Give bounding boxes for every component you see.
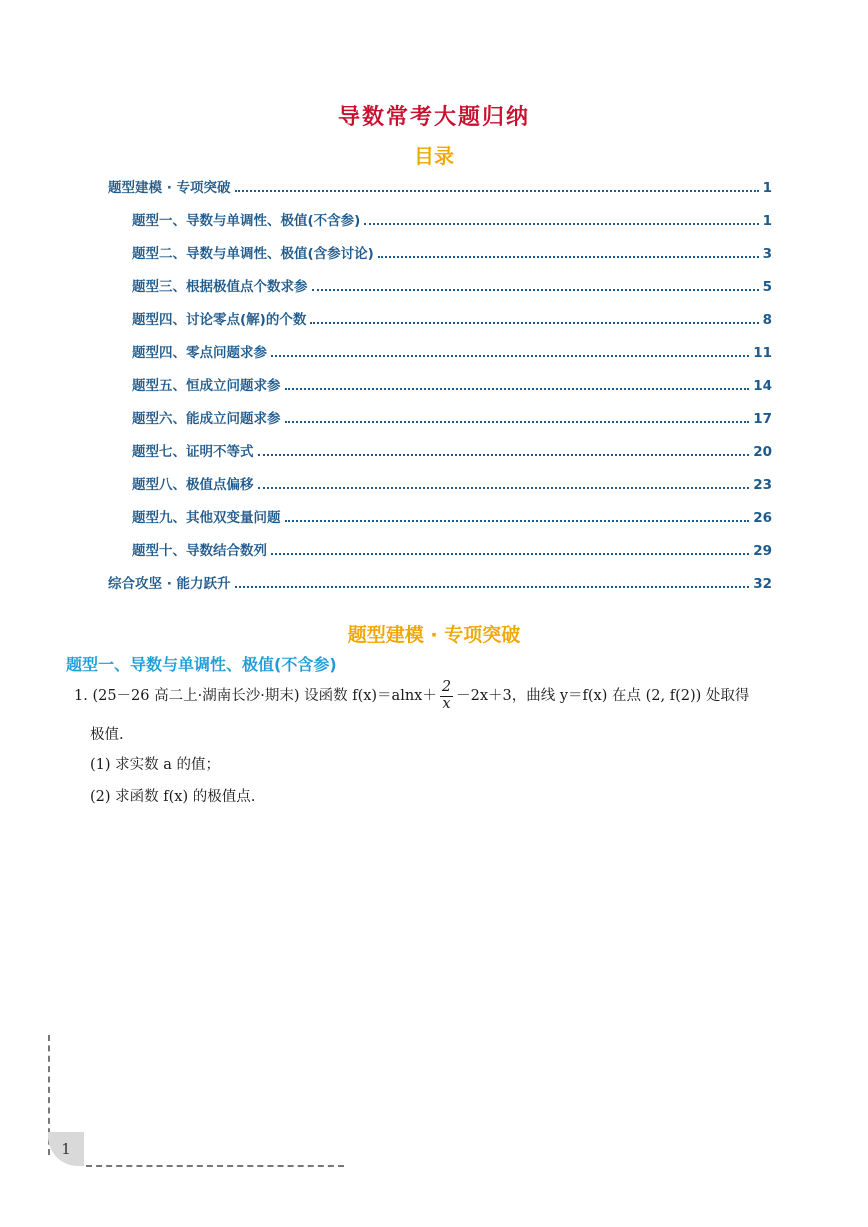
toc-leader-dots xyxy=(312,289,759,291)
toc-entry-page: 32 xyxy=(753,576,772,592)
toc-entry-page: 17 xyxy=(753,411,772,427)
toc-entry-label: 题型八、极值点偏移 xyxy=(132,477,254,493)
toc-entry-label: 题型二、导数与单调性、极值(含参讨论) xyxy=(132,246,374,262)
toc-entry-label: 题型建模 · 专项突破 xyxy=(108,180,231,196)
toc-entry-label: 综合攻坚 · 能力跃升 xyxy=(108,576,231,592)
toc-entry-label: 题型十、导数结合数列 xyxy=(132,543,267,559)
toc-leader-dots xyxy=(258,454,750,456)
problem-part-1: (1) 求实数 a 的值； xyxy=(90,757,221,773)
toc-entry-page: 14 xyxy=(753,378,772,394)
toc-entry[interactable] xyxy=(132,535,772,559)
toc-entry-label: 题型七、证明不等式 xyxy=(132,444,254,460)
toc-entry-label: 题型三、根据极值点个数求参 xyxy=(132,279,308,295)
toc-leader-dots xyxy=(378,256,759,258)
toc-entry[interactable] xyxy=(132,337,772,361)
toc-entry-page: 23 xyxy=(753,477,772,493)
problem-tail-text: －2x＋3，曲线 y＝f(x) 在点 (2, f(2)) 处取得 xyxy=(456,687,750,704)
fraction xyxy=(440,680,453,713)
toc-entry[interactable] xyxy=(132,271,772,295)
toc-heading: 目录 xyxy=(414,144,454,168)
toc-entry-page: 8 xyxy=(762,312,772,328)
toc-entry[interactable] xyxy=(132,370,772,394)
toc-entry-label: 题型五、恒成立问题求参 xyxy=(132,378,281,394)
toc-entry[interactable] xyxy=(132,304,772,328)
toc-leader-dots xyxy=(235,586,750,588)
toc-entry-label: 题型四、讨论零点(解)的个数 xyxy=(132,312,307,328)
toc-entry[interactable] xyxy=(108,568,772,592)
toc-entry-page: 29 xyxy=(753,543,772,559)
toc-leader-dots xyxy=(285,421,750,423)
toc-entry[interactable] xyxy=(132,469,772,493)
toc-entry-page: 1 xyxy=(762,180,772,196)
toc-entry-label: 题型六、能成立问题求参 xyxy=(132,411,281,427)
toc-leader-dots xyxy=(235,190,759,192)
toc-leader-dots xyxy=(285,520,750,522)
toc-entry-page: 20 xyxy=(753,444,772,460)
footer-dashed-horizontal-line xyxy=(86,1165,344,1167)
toc-entry[interactable] xyxy=(132,205,772,229)
toc-leader-dots xyxy=(258,487,750,489)
problem-statement xyxy=(74,680,749,713)
toc-entry-label: 题型一、导数与单调性、极值(不含参) xyxy=(132,213,361,229)
toc-entry-page: 1 xyxy=(762,213,772,229)
toc-entry[interactable] xyxy=(132,403,772,427)
toc-leader-dots xyxy=(364,223,758,225)
toc-entry-page: 5 xyxy=(762,279,772,295)
subsection-title: 题型一、导数与单调性、极值(不含参) xyxy=(66,655,337,674)
fraction-numerator: 2 xyxy=(441,679,452,695)
toc-entry-page: 26 xyxy=(753,510,772,526)
document-title: 导数常考大题归纳 xyxy=(337,105,530,130)
toc-entry[interactable] xyxy=(132,502,772,526)
toc-entry[interactable] xyxy=(108,172,772,196)
problem-lead-text: 1. (25－26 高二上·湖南长沙·期末) 设函数 f(x)＝alnx＋ xyxy=(74,687,437,704)
problem-part-2: (2) 求函数 f(x) 的极值点. xyxy=(90,789,256,805)
section-title: 题型建模 · 专项突破 xyxy=(347,624,521,646)
toc-leader-dots xyxy=(310,322,758,324)
toc-entry-page: 3 xyxy=(762,246,772,262)
toc-leader-dots xyxy=(271,355,749,357)
fraction-denominator: x xyxy=(442,695,451,712)
toc-entry-label: 题型九、其他双变量问题 xyxy=(132,510,281,526)
toc-entry[interactable] xyxy=(132,436,772,460)
page-number-badge: 1 xyxy=(48,1132,84,1166)
toc-entry-label: 题型四、零点问题求参 xyxy=(132,345,267,361)
toc-entry-page: 11 xyxy=(753,345,772,361)
toc-entry[interactable] xyxy=(132,238,772,262)
problem-continuation: 极值. xyxy=(90,727,124,743)
toc-leader-dots xyxy=(271,553,749,555)
toc-leader-dots xyxy=(285,388,750,390)
